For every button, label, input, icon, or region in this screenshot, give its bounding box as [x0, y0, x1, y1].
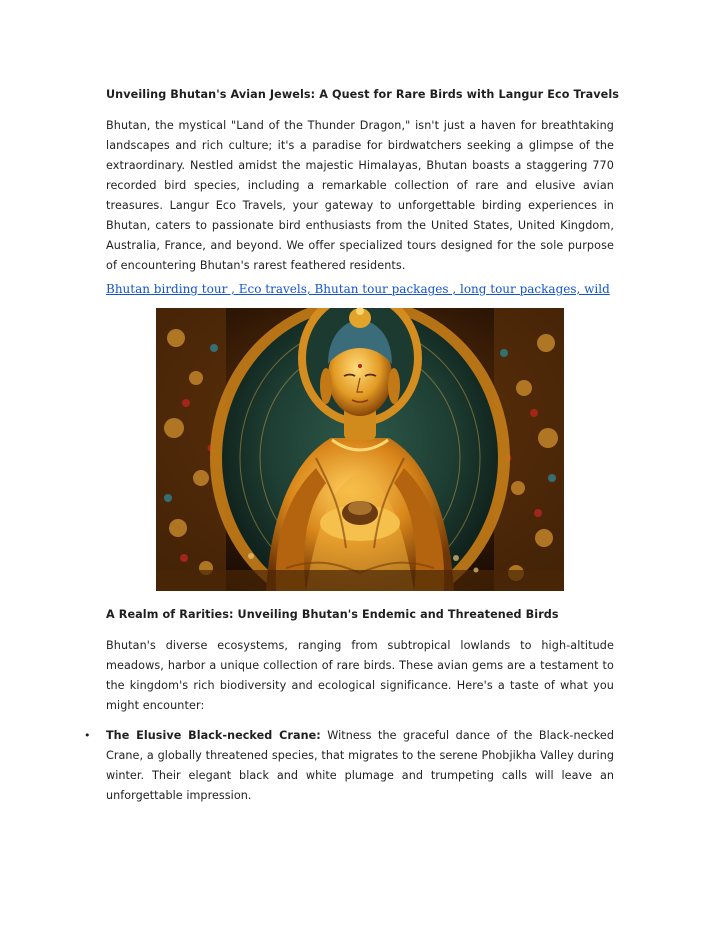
section-paragraph: Bhutan's diverse ecosystems, ranging from subtropical lowlands to high-altitude meadows, harbor a unique collection of rare birds. These avian gems are a testament to the kingdom's rich biodiversity and ecological significance. Here's a taste of what you might encounter:: [106, 639, 614, 712]
bullet-term: The Elusive Black-necked Crane:: [106, 729, 321, 742]
list-item: [84, 726, 614, 806]
buddha-statue-image: [156, 308, 564, 591]
intro-paragraph: Bhutan, the mystical "Land of the Thunder Dragon," isn't just a haven for breathtaking landscapes and rich culture; it's a paradise for birdwatchers seeking a glimpse of the extraordinary. Nestled amidst the majestic Himalayas, Bhutan boasts a staggering 770 recorded bird species, including a remarkable collection of rare and elusive avian treasures. Langur Eco Travels, your gateway to unforgettable birding experiences in Bhutan, caters to passionate bird enthusiasts from the United States, United Kingdom, Australia, France, and beyond. We offer specialized tours designed for the sole purpose of encountering Bhutan's rarest feathered residents.: [106, 119, 614, 272]
bullet-description: Witness the graceful dance of the Black-necked Crane, a globally threatened species, that migrates to the serene Phobjikha Valley during winter. Their elegant black and white plumage and trumpeting calls will leave an unforgettable impression.: [106, 729, 614, 802]
bullet-text: [106, 726, 614, 806]
tour-links[interactable]: Bhutan birding tour , Eco travels, Bhutan tour packages , long tour packages, wild: [106, 282, 610, 296]
bullet-marker: •: [84, 729, 91, 742]
article-title: Unveiling Bhutan's Avian Jewels: A Quest for Rare Birds with Langur Eco Travels: [106, 88, 620, 101]
section-heading: A Realm of Rarities: Unveiling Bhutan's Endemic and Threatened Birds: [106, 608, 559, 621]
